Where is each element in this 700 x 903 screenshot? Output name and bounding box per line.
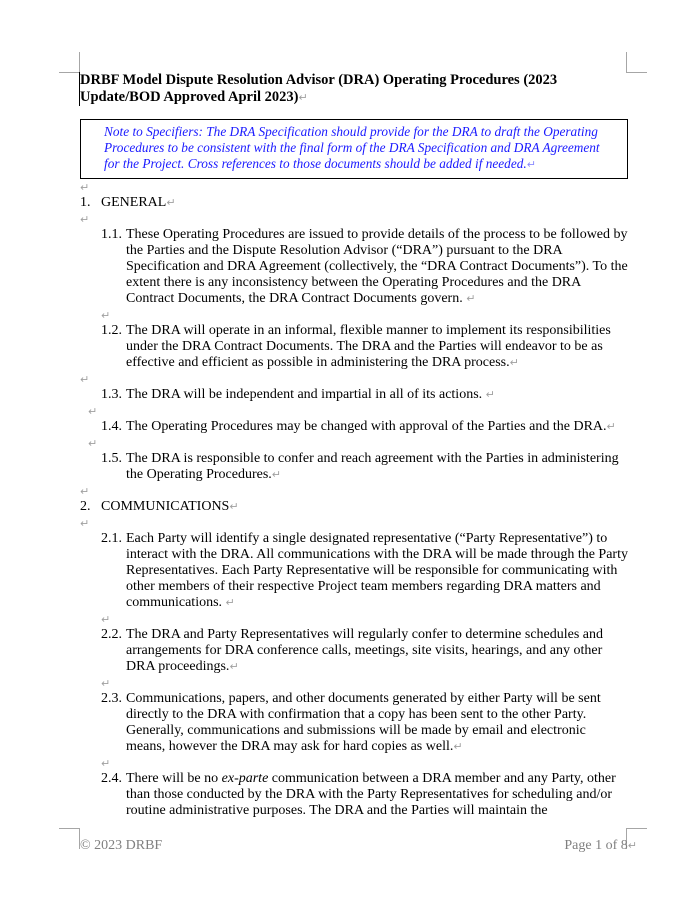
paragraph-mark-icon: ↵ (509, 356, 519, 369)
paragraph-mark-icon: ↵ (229, 660, 239, 673)
item-text: The Operating Procedures may be changed with approval of the Parties and the DRA.↵ (126, 419, 616, 434)
item-number: 2.3. (101, 691, 122, 706)
crop-mark-top-left (59, 52, 80, 73)
paragraph-mark-icon: ↵ (80, 181, 90, 194)
empty-paragraph (80, 675, 628, 691)
item-text: The DRA and Party Representatives will regularly confer to determine schedules and arrangements for DRA conference calls, meetings, site visits, hearings, and any other DRA proceedings.↵ (126, 627, 604, 674)
paragraph-mark-icon: ↵ (627, 839, 637, 852)
empty-paragraph (80, 211, 628, 227)
footer-copyright[interactable]: © 2023 DRBF (80, 838, 163, 853)
paragraph-mark-icon: ↵ (229, 500, 239, 513)
document-body[interactable] (80, 72, 628, 819)
item-text: Each Party will identify a single designated representative (“Party Representative”) to interact with the DRA. All communications with the DRA will be made through the Party Representatives. Each Party Representative will be responsible for communicating with other members of their respective Project team members regarding DRA matters and communications. ↵ (126, 531, 628, 610)
paragraph-mark-icon: ↵ (271, 468, 282, 481)
paragraph-mark-icon: ↵ (80, 485, 90, 498)
empty-paragraph (80, 515, 628, 531)
paragraph-mark-icon: ↵ (466, 292, 476, 305)
list-item-1-2[interactable] (80, 323, 628, 371)
paragraph-mark-icon: ↵ (101, 613, 111, 626)
paragraph-mark-icon: ↵ (453, 740, 463, 753)
crop-mark-top-right (626, 52, 647, 73)
crop-mark-bottom-left (59, 828, 80, 849)
empty-paragraph (80, 403, 628, 419)
item-number: 2.4. (101, 771, 122, 786)
paragraph-mark-icon: ↵ (606, 420, 616, 433)
paragraph-mark-icon: ↵ (88, 437, 98, 450)
list-item-2-3[interactable] (80, 691, 628, 755)
item-text: Communications, papers, and other documents generated by either Party will be sent directly to the DRA with confirmation that a copy has been sent to the other Party. Generally, communications and submissions will be made by email and electronic means, however the DRA may ask for hard copies as well.↵ (126, 691, 601, 754)
document-title[interactable] (79, 72, 628, 106)
section-number: 2. (80, 499, 91, 514)
item-number: 1.2. (101, 323, 122, 338)
list-item-2-4[interactable] (80, 771, 628, 819)
footer-page-number[interactable] (564, 838, 637, 854)
paragraph-mark-icon: ↵ (80, 213, 90, 226)
list-item-1-1[interactable] (80, 227, 628, 307)
item-text: There will be no ex-parte communication between a DRA member and any Party, other than those conducted by the DRA with the Party Representatives for scheduling and/or routine administrative purposes. The DRA and the Parties will maintain the (126, 771, 616, 818)
item-text: These Operating Procedures are issued to provide details of the process to be followed by the Parties and the Dispute Resolution Advisor (“DRA”) pursuant to the DRA Specification and DRA Agreement (collectively, the “DRA Contract Documents”). To the extent there is any inconsistency between the Operating Procedures and the DRA Contract Documents, the DRA Contract Documents govern. ↵ (126, 227, 628, 306)
paragraph-mark-icon: ↵ (225, 596, 235, 609)
item-text: The DRA will be independent and impartial in all of its actions. ↵ (126, 387, 495, 402)
paragraph-mark-icon: ↵ (88, 405, 98, 418)
paragraph-mark-icon: ↵ (166, 196, 176, 209)
item-number: 1.4. (101, 419, 122, 434)
item-number: 1.3. (101, 387, 122, 402)
section-number: 1. (80, 195, 91, 210)
paragraph-mark-icon: ↵ (101, 757, 111, 770)
title-text: DRBF Model Dispute Resolution Advisor (DRA) Operating Procedures (2023 Update/BOD Approved April 2023) (80, 72, 558, 105)
empty-paragraph (80, 483, 628, 499)
italic-term: ex-parte (221, 771, 269, 786)
item-text: The DRA is responsible to confer and reach agreement with the Parties in administering the Operating Procedures.↵ (126, 451, 619, 482)
item-number: 2.2. (101, 627, 122, 642)
list-item-1-3[interactable] (80, 387, 628, 403)
page-label: Page 1 of 8 (564, 838, 628, 853)
section-heading-general[interactable] (80, 195, 628, 211)
paragraph-mark-icon: ↵ (80, 517, 90, 530)
list-item-2-1[interactable] (80, 531, 628, 611)
item-number: 2.1. (101, 531, 122, 546)
item-text: The DRA will operate in an informal, flexible manner to implement its responsibilities under the DRA Contract Documents. The DRA and the Parties will endeavor to be as effective and efficient as possible in administering the DRA process.↵ (126, 323, 611, 370)
empty-paragraph (80, 755, 628, 771)
section-heading-text: GENERAL↵ (101, 195, 176, 210)
note-text: Note to Specifiers: The DRA Specification should provide for the DRA to draft the Operating Procedures to be consistent with the final form of the DRA Specification and DRA Agreement for the Project. Cross references to those documents should be added if needed. (104, 124, 600, 171)
note-to-specifiers-box[interactable] (80, 119, 628, 179)
section-heading-text: COMMUNICATIONS↵ (101, 499, 239, 514)
list-item-2-2[interactable] (80, 627, 628, 675)
list-item-1-4[interactable] (80, 419, 628, 435)
empty-paragraph (80, 435, 628, 451)
section-heading-communications[interactable] (80, 499, 628, 515)
paragraph-mark-icon: ↵ (526, 158, 536, 171)
empty-paragraph (80, 611, 628, 627)
paragraph-mark-icon: ↵ (298, 91, 308, 104)
item-number: 1.5. (101, 451, 122, 466)
paragraph-mark-icon: ↵ (101, 677, 111, 690)
list-item-1-5[interactable] (80, 451, 628, 483)
paragraph-mark-icon: ↵ (485, 388, 495, 401)
item-number: 1.1. (101, 227, 122, 242)
empty-paragraph (80, 179, 628, 195)
paragraph-mark-icon: ↵ (80, 373, 90, 386)
empty-paragraph (80, 371, 628, 387)
empty-paragraph (80, 307, 628, 323)
paragraph-mark-icon: ↵ (101, 309, 111, 322)
